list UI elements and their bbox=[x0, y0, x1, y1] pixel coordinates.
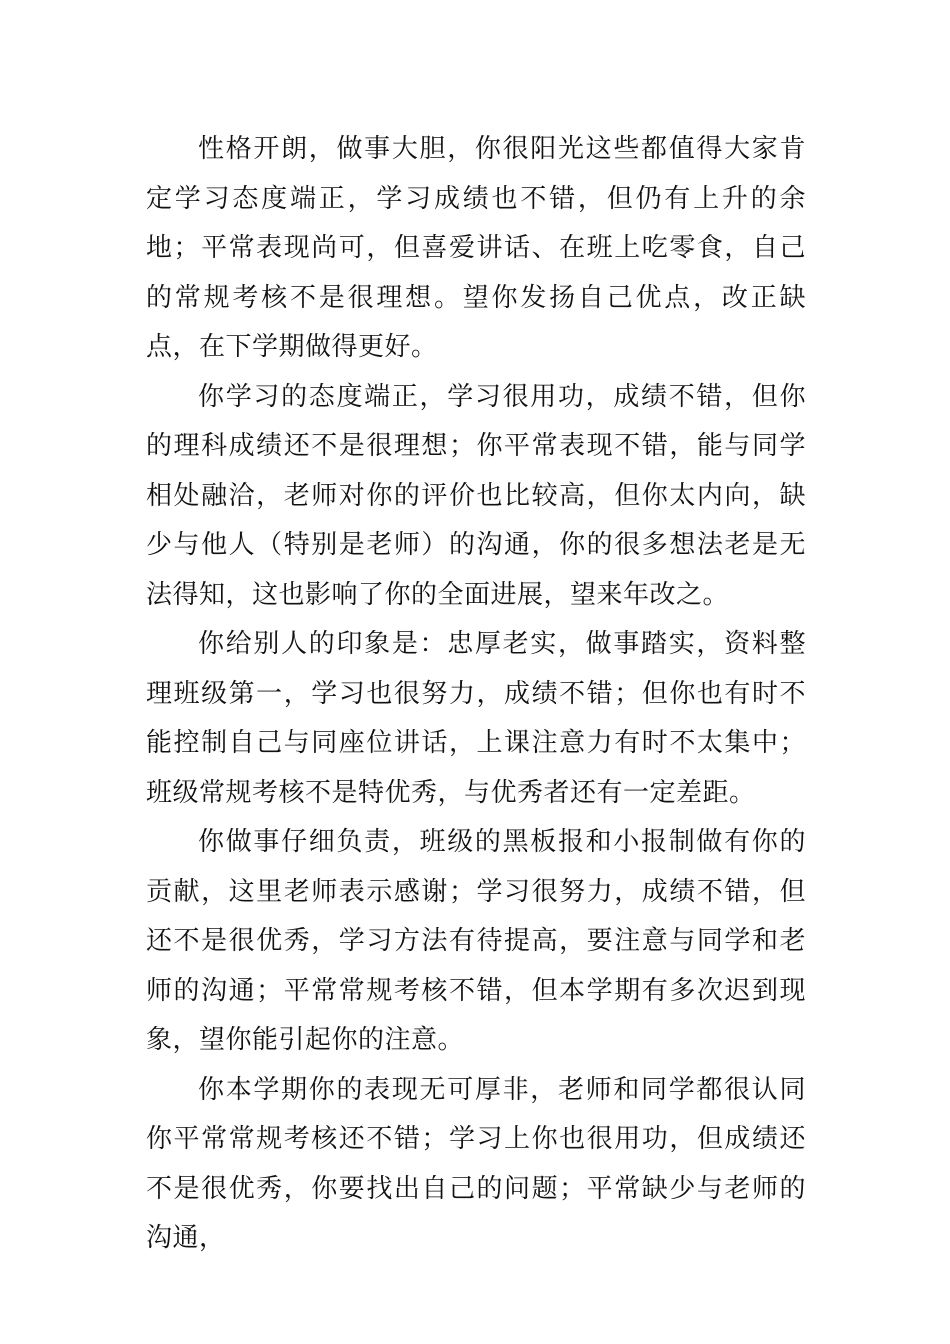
paragraph: 你做事仔细负责，班级的黑板报和小报制做有你的贡献，这里老师表示感谢；学习很努力，成绩不错，但还不是很优秀，学习方法有待提高，要注意与同学和老师的沟通；平常常规考核不错，但本学期有多次迟到现象，望你能引起你的注意。 bbox=[146, 827, 806, 1055]
paragraph: 你给别人的印象是：忠厚老实，做事踏实，资料整理班级第一，学习也很努力，成绩不错；但你也有时不能控制自己与同座位讲话，上课注意力有时不太集中；班级常规考核不是特优秀，与优秀者还有一定差距。 bbox=[146, 629, 806, 808]
document-body bbox=[146, 125, 806, 1264]
paragraph: 性格开朗，做事大胆，你很阳光这些都值得大家肯定学习态度端正，学习成绩也不错，但仍有上升的余地；平常表现尚可，但喜爱讲话、在班上吃零食，自己的常规考核不是很理想。望你发扬自己优点，改正缺点，在下学期做得更好。 bbox=[146, 134, 806, 362]
paragraph: 你学习的态度端正，学习很用功，成绩不错，但你的理科成绩还不是很理想；你平常表现不错，能与同学相处融洽，老师对你的评价也比较高，但你太内向，缺少与他人（特别是老师）的沟通，你的很多想法老是无法得知，这也影响了你的全面进展，望来年改之。 bbox=[146, 381, 806, 610]
paragraph: 你本学期你的表现无可厚非，老师和同学都很认同你平常常规考核还不错；学习上你也很用功，但成绩还不是很优秀，你要找出自己的问题；平常缺少与老师的沟通， bbox=[146, 1074, 806, 1253]
